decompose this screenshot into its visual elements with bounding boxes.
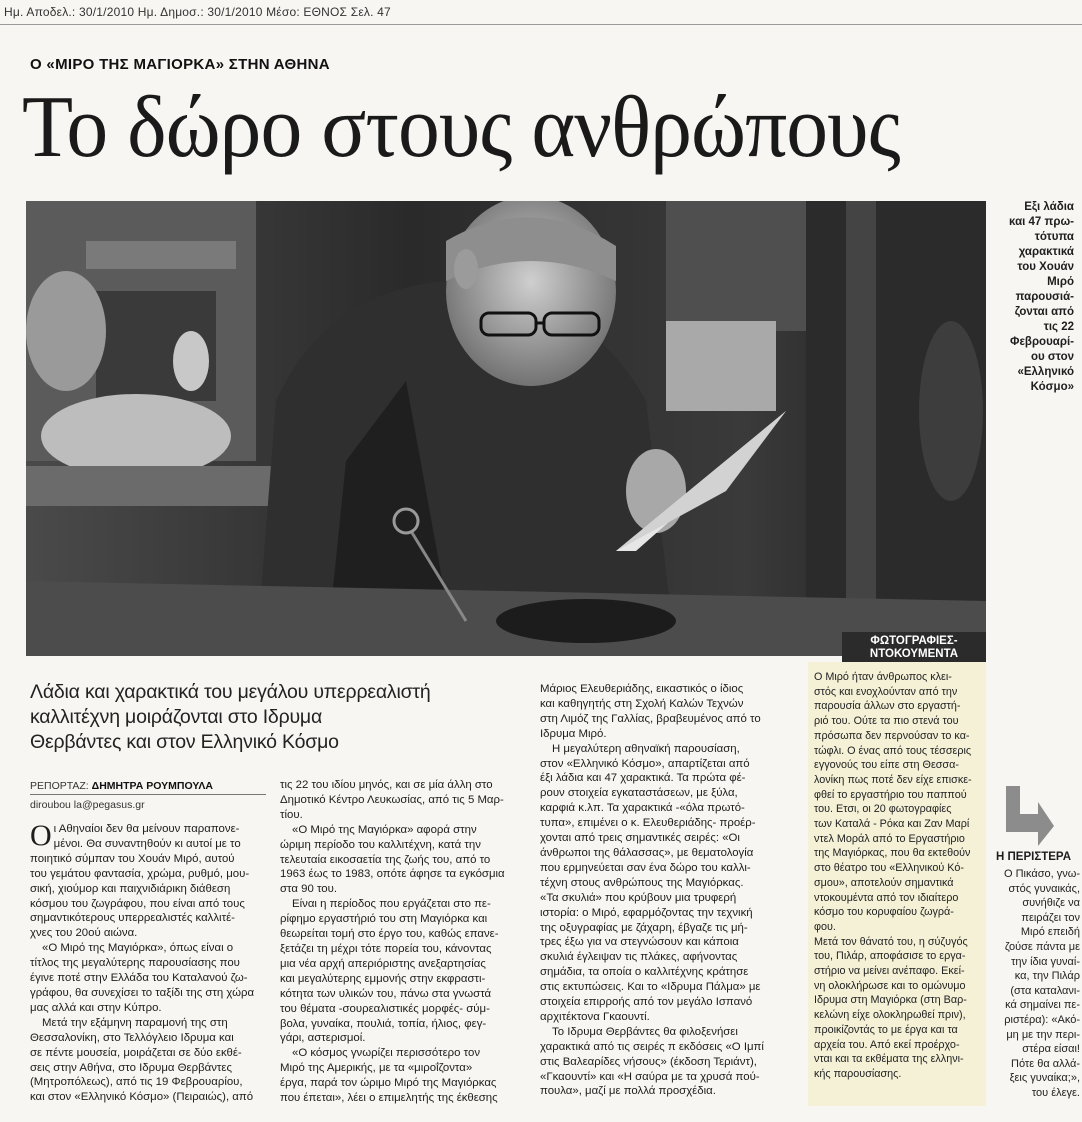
side-note-line: κα, την Πιλάρ — [1014, 970, 1080, 983]
text-line: θεωρείται τομή στο έργο του, καθώς επανε- — [280, 928, 499, 941]
text-line: (Μητροπόλεως), από τις 19 Φεβρουαρίου, — [30, 1076, 243, 1089]
workshop-photo-illustration — [26, 201, 986, 656]
text-line: χονται από τρεις σημαντικές σειρές: «Οι — [540, 832, 740, 845]
sidebar-line: κόσμο του κορυφαίου ζωγρά- — [814, 906, 954, 919]
side-note-line: ξεις γυναίκα;», — [1009, 1072, 1080, 1085]
sidebar-line: κελώνη είχε ολοκληρωθεί πριν), — [814, 1009, 966, 1022]
article-kicker: Ο «ΜΙΡΟ ΤΗΣ ΜΑΓΙΟΡΚΑ» ΣΤΗΝ ΑΘΗΝΑ — [30, 56, 330, 73]
text-line: σκυλιά έγλειψαν τις πλάκες, αφήνοντας — [540, 951, 738, 964]
text-line: ιστορία: ο Μιρό, εφαρμόζοντας την τεχνική — [540, 906, 753, 919]
text-line: και μεγαλύτερης εμμονής στην εκφραστι- — [280, 972, 486, 985]
sidebar-line: στήριο να μείνει ανέπαφο. Εκεί- — [814, 965, 965, 978]
text-line: άνθρωποι της θάλασσας», με θεματολογία — [540, 846, 754, 859]
text-line: Θεσσαλονίκη, στο Τελλόγλειο Ιδρυμα και — [30, 1031, 234, 1044]
byline-author: ΔΗΜΗΤΡΑ ΡΟΥΜΠΟΥΛΑ — [91, 780, 213, 792]
caption-line: τότυπα — [1034, 231, 1074, 243]
side-note-text — [996, 867, 1080, 1101]
sidebar-text — [814, 670, 984, 1082]
text-line: «Ο κόσμος γνωρίζει περισσότερο τον — [292, 1047, 481, 1060]
sidebar-line: στός και ενοχλούνταν από την — [814, 685, 958, 698]
body-column-2 — [280, 778, 526, 1106]
text-line: καρφιά κ.λπ. Τα χαρακτικά -«όλα πρωτό- — [540, 802, 745, 815]
text-line: στις Βαλεαρίδες νήσους» (έκδοση Τεριάντ), — [540, 1055, 757, 1068]
sidebar-line: εγγονούς του είπε στη Θεσσα- — [814, 759, 959, 772]
clipping-meta: Ημ. Αποδελ.: 30/1/2010 Ημ. Δημοσ.: 30/1/2010 Μέσο: ΕΘΝΟΣ Σελ. 47 — [4, 5, 391, 19]
text-line: που ερμηνεύεται σαν ένα δώρο του καλλι- — [540, 861, 751, 874]
text-line: αρχιτέκτονα Γκαουντί. — [540, 1010, 650, 1023]
caption-line: Κόσμο» — [1030, 381, 1074, 393]
text-line: Μάριος Ελευθεριάδης, εικαστικός ο ίδιος — [540, 683, 744, 695]
text-line: γάρι, αστερισμοί. — [280, 1032, 366, 1045]
text-line: στις εκτυπώσεις. Και το «Ιδρυμα Πάλμα» με — [540, 981, 761, 994]
text-line: ρουν στοιχεία εγκαταστάσεων, με ξύλα, — [540, 787, 738, 800]
side-note-line: Ο Πικάσο, γνω- — [1004, 868, 1080, 880]
sidebar-tag — [842, 632, 986, 662]
text-line: μας αλλά και στην Κύπρο. — [30, 1001, 162, 1014]
text-line: ώριμη περίοδο του καλλιτέχνη, κατά την — [280, 838, 481, 851]
caption-line: χαρακτικά — [1018, 246, 1074, 258]
side-note-line: κά σημαίνει πε- — [1005, 999, 1080, 1012]
text-line: που έπεται», λέει ο επιμελητής της έκθεσης — [280, 1092, 498, 1105]
text-line: ι Αθηναίοι δεν θα μείνουν παραπονε- — [53, 823, 240, 835]
sidebar-line: ριό του. Ούτε τα πιο στενά του — [814, 715, 959, 728]
byline-divider — [30, 794, 266, 795]
sidebar-line: των Καταλά - Ρόκα και Ζαν Μαρί — [814, 818, 970, 831]
text-line: χνες του 20ού αιώνα. — [30, 927, 138, 940]
side-note-line: συνήθιζε να — [1022, 897, 1080, 910]
byline — [30, 780, 213, 792]
text-line: 1963 έως το 1983, οπότε άφησε τα εγκόσμια — [280, 868, 505, 881]
caption-line: Φεβρουαρί- — [1010, 336, 1074, 348]
text-line: και καθηγητής στη Σχολή Καλών Τεχνών — [540, 697, 744, 710]
text-line: Η μεγαλύτερη αθηναϊκή παρουσίαση, — [552, 742, 740, 755]
text-line: σημάδια, τα οποία ο καλλιτέχνης κράτησε — [540, 966, 749, 979]
side-note-line: Μιρό επειδή — [1020, 926, 1080, 939]
sidebar-line: λονίκη πως ποτέ δεν είχε επισκε- — [814, 773, 972, 786]
text-line: έργα, παρά τον ώριμο Μιρό της Μαγιόρκας — [280, 1077, 497, 1090]
text-line: στον «Ελληνικό Κόσμο», απαρτίζεται από — [540, 757, 750, 770]
side-note-line: ζούσε πάντα με — [1004, 940, 1080, 953]
text-line: της οξυγραφίας με ζάχαρη, έβγαζε τις μή- — [540, 921, 748, 934]
sidebar-line: νη ολοκλήρωσε και το ομώνυμο — [814, 979, 966, 992]
text-line: σε πέντε μουσεία, μοιράζεται σε δύο εκθέ- — [30, 1046, 242, 1059]
text-line: τελευταία εικοσαετία της ζωής του, από το — [280, 853, 491, 866]
text-line: Μιρό της Αμερικής, με τα «μιροΐζοντα» — [280, 1062, 473, 1075]
arrow-down-right-icon — [998, 780, 1058, 846]
sidebar-line: αρχεία του. Από εκεί προέρχο- — [814, 1038, 960, 1051]
subtitle-line: Λάδια και χαρακτικά του μεγάλου υπερρεαλιστή — [30, 681, 431, 703]
article-photo — [26, 201, 986, 656]
text-line: «Ο Μιρό της Μαγιόρκα» αφορά στην — [292, 823, 477, 836]
photo-caption — [992, 200, 1074, 395]
caption-line: Μιρό — [1047, 276, 1074, 288]
text-line: τρες έξω για να στεγνώσουν και κάποια — [540, 936, 739, 949]
sidebar-line: Μετά τον θάνατό του, η σύζυγός — [814, 935, 968, 948]
sidebar-line: πρόσωπα δεν περνούσαν το κα- — [814, 729, 970, 742]
byline-label: ΡΕΠΟΡΤΑΖ: — [30, 780, 89, 792]
text-line: Είναι η περίοδος που εργάζεται στο πε- — [292, 898, 491, 911]
text-line: χαρακτικά από τις σειρές π εκδόσεις «Ο Ιμπί — [540, 1040, 764, 1053]
text-line: κόσμου του ζωγράφου, που είναι από τους — [30, 897, 245, 910]
sidebar-line: προικίζοντάς το με έργα και τα — [814, 1023, 958, 1036]
caption-line: τις 22 — [1043, 321, 1074, 333]
sidebar-line: ντοκουμέντα από τον ιδιαίτερο — [814, 891, 959, 904]
text-line: «Τα σκυλιά» που κρύβουν μια τρυφερή — [540, 891, 737, 904]
side-note-line: την ίδια γυναί- — [1011, 955, 1080, 968]
sidebar-line: φθεί το εργαστήριο του παππού — [814, 788, 967, 801]
text-line: σημαντικότερους υπερρεαλιστές καλλιτέ- — [30, 912, 235, 925]
body-column-1 — [30, 819, 268, 1105]
text-line: έξι λάδια και 47 χαρακτικά. Τα πρώτα φέ- — [540, 772, 746, 785]
body-column-3 — [540, 682, 786, 1099]
sidebar-line: τώφλι. Ο ένας από τους τέσσερις — [814, 744, 972, 757]
text-line: τις 22 του ιδίου μηνός, και σε μία άλλη στο — [280, 779, 493, 791]
text-line: μένοι. Θα συναντηθούν κι αυτοί με το — [53, 837, 241, 850]
text-line: τίου. — [280, 808, 303, 821]
text-line: «Γκαουντί» και «Η σαύρα με τα χρυσά πού- — [540, 1070, 760, 1083]
text-line: «Ο Μιρό της Μαγιόρκα», όπως είναι ο — [42, 942, 234, 955]
text-line: του γεμάτου φαντασία, χρώμα, ρυθμό, μου- — [30, 867, 250, 880]
sidebar-line: Ο Μιρό ήταν άνθρωπος κλει- — [814, 671, 952, 683]
subtitle-line: Θερβάντες και στον Ελληνικό Κόσμο — [30, 731, 339, 753]
side-note-line: πειράζει τον — [1021, 911, 1080, 924]
caption-line: παρουσιά- — [1015, 291, 1074, 303]
caption-line: «Ελληνικό — [1017, 366, 1074, 378]
sidebar-line: φου. — [814, 920, 836, 933]
sidebar-line: στο θέατρο του «Ελληνικού Κό- — [814, 862, 964, 875]
sidebar-line: κής παρουσίασης. — [814, 1067, 902, 1080]
side-note-line: στέρα είσαι! — [1022, 1043, 1080, 1056]
text-line: σική, χιούμορ και παιχνιδιάρικη διάθεση — [30, 882, 231, 895]
sidebar-line: ντελ Μοράλ από το Εργαστήριο — [814, 832, 965, 845]
caption-line: ζονται από — [1014, 306, 1074, 318]
text-line: τέχνη στους ανθρώπους της Μαγιόρκας. — [540, 876, 744, 889]
article-headline: Το δώρο στους ανθρώπους — [22, 79, 900, 176]
sidebar-line: της Μαγιόρκας, που θα εκτεθούν — [814, 847, 971, 860]
sidebar-line: του. Ετσι, οι 20 φωτογραφίες — [814, 803, 952, 816]
text-line: ξετάζει τη μέχρι τότε πορεία του, κάνοντας — [280, 942, 492, 955]
text-line: σεις στην Αθήνα, στο Ιδρυμα Θερβάντες — [30, 1061, 232, 1074]
text-line: στη Λιμόζ της Γαλλίας, βραβευμένος από το — [540, 712, 761, 725]
caption-line: του Χουάν — [1017, 261, 1074, 273]
text-line: ποιητικό σύμπαν του Χουάν Μιρό, αυτού — [30, 852, 235, 865]
caption-line: και 47 πρω- — [1009, 216, 1074, 228]
sidebar-line: Ιδρυμα στη Μαγιόρκα (στη Βαρ- — [814, 994, 967, 1007]
text-line: Δημοτικό Κέντρο Λευκωσίας, από τις 5 Μαρ- — [280, 793, 504, 806]
sidebar-tag-line-2: ΝΤΟΚΟΥΜΕΝΤΑ — [869, 648, 959, 660]
sidebar-line: νται και τα εκθέματα της ελληνι- — [814, 1053, 964, 1066]
text-line: Το Ιδρυμα Θερβάντες θα φιλοξενήσει — [552, 1025, 738, 1038]
text-line: του θέματα -σουρεαλιστικές μορφές- σύμ- — [280, 1002, 490, 1015]
text-line: βολα, γυναίκα, πουλιά, τοπία, ήλιος, φεγ- — [280, 1017, 487, 1030]
caption-line: Εξι λάδια — [1024, 201, 1074, 213]
side-note-title: Η ΠΕΡΙΣΤΕΡΑ — [996, 851, 1072, 863]
side-note-line: ριστέρα): «Ακό- — [1004, 1013, 1080, 1026]
text-line: κότητα των υλικών του, πάνω στα γνωστά — [280, 987, 492, 1000]
text-line: και στον «Ελληνικό Κόσμο» (Πειραιώς), από — [30, 1091, 254, 1104]
text-line: Ιδρυμα Μιρό. — [540, 727, 607, 740]
article-subtitle — [30, 680, 510, 755]
caption-line: ου στον — [1030, 351, 1074, 363]
side-note-line: μη με την περι- — [1006, 1028, 1080, 1041]
author-email: diroubou la@pegasus.gr — [30, 799, 145, 811]
text-line: τίτλος της μεγαλύτερης παρουσίασης που — [30, 957, 240, 970]
side-note-line: στός γυναικάς, — [1008, 882, 1080, 895]
sidebar-line: παρουσία άλλων στο εργαστή- — [814, 700, 961, 713]
text-line: τυπα», επιμένει ο κ. Ελευθεριάδης- προέρ- — [540, 817, 756, 830]
text-line: πουλα», μαζί με πολλά προσχέδια. — [540, 1085, 716, 1098]
top-divider — [0, 24, 1082, 25]
text-line: στοιχεία επιρροής από τον μεγάλο Ισπανό — [540, 996, 753, 1009]
text-line: στα 90 του. — [280, 883, 338, 896]
text-line: ρίφημο εργαστήριό του στη Μαγιόρκα και — [280, 913, 488, 926]
side-note-line: Πότε θα αλλά- — [1011, 1057, 1080, 1070]
sidebar-tag-line-1: ΦΩΤΟΓΡΑΦΙΕΣ- — [870, 635, 958, 647]
side-note-line: (στα καταλανι- — [1010, 984, 1080, 997]
sidebar-line: του, Πιλάρ, αποφάσισε το εργα- — [814, 950, 966, 963]
text-line: Μετά την εξάμηνη παραμονή της στη — [42, 1016, 228, 1029]
text-line: μια νέα αρχή απεριόριστης ανεξαρτησίας — [280, 957, 486, 970]
drop-cap: Ο — [30, 819, 52, 852]
subtitle-line: καλλιτέχνη μοιράζονται στο Ιδρυμα — [30, 706, 323, 728]
text-line: γράφου, θα συνεχίσει το ταξίδι της στη χώρα — [30, 986, 255, 999]
text-line: έγινε ποτέ στην Ελλάδα του Καταλανού ζω- — [30, 972, 248, 985]
sidebar-line: σμου», αποτελούν σημαντικά — [814, 876, 954, 889]
side-note-line: του έλεγε. — [1031, 1086, 1080, 1099]
